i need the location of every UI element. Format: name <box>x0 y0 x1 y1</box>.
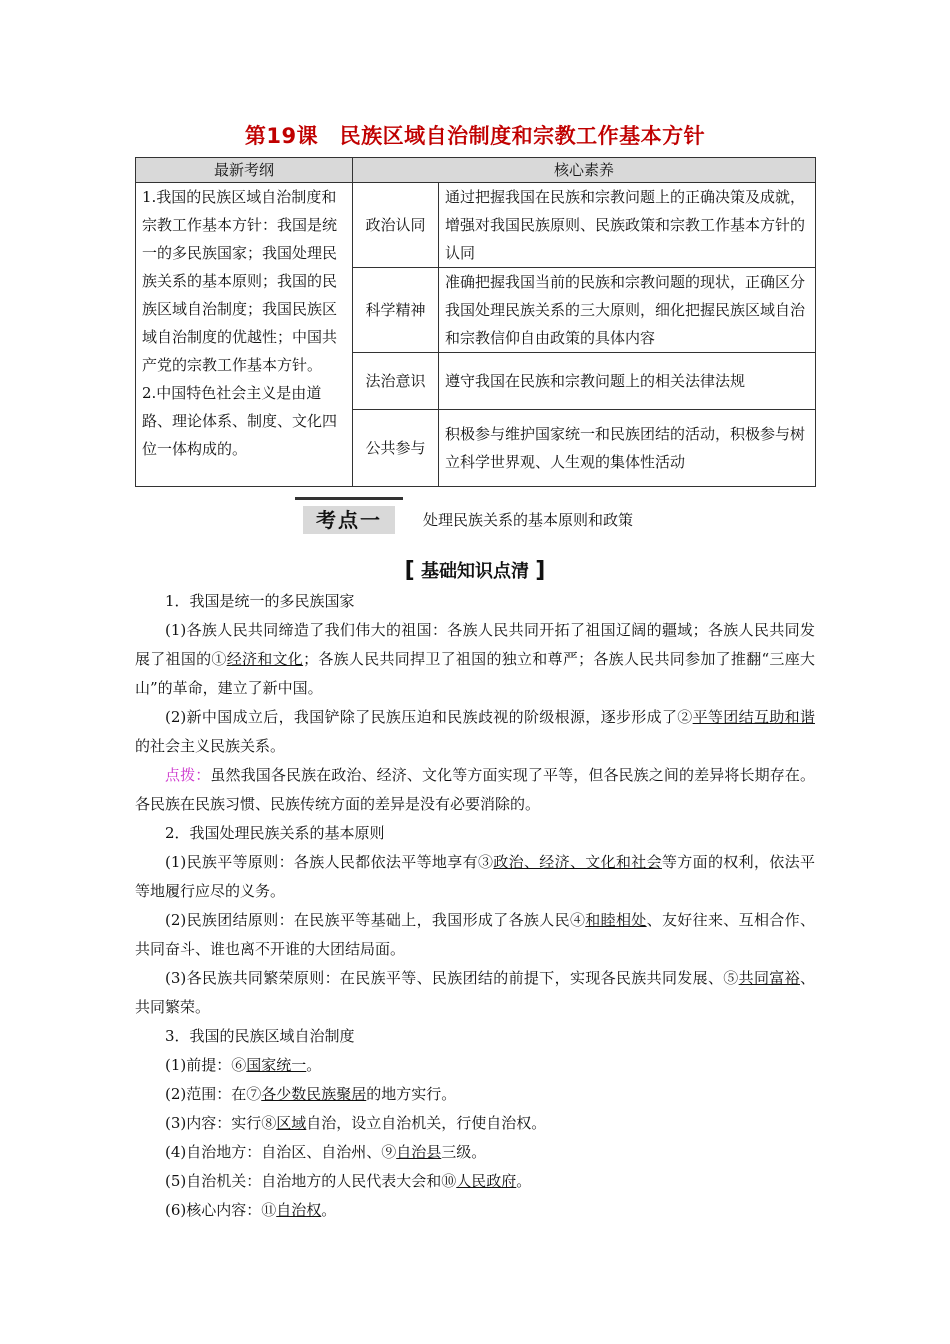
table-header-competency: 核心素养 <box>353 158 816 183</box>
competency-category: 公共参与 <box>353 410 439 487</box>
answer-blank: 区域 <box>276 1114 307 1132</box>
paragraph: (3)各民族共同繁荣原则：在民族平等、民族团结的前提下，实现各民族共同发展、⑤共同富裕、共同繁荣。 <box>135 969 815 1016</box>
answer-blank: 政治、经济、文化和社会 <box>493 853 662 871</box>
basic-knowledge-label: 基础知识点清 <box>421 561 529 582</box>
list-item: (6)核心内容：⑪自治权。 <box>165 1201 337 1219</box>
paragraph: (1)民族平等原则：各族人民都依法平等地享有③政治、经济、文化和社会等方面的权利，依法平等地履行应尽的义务。 <box>135 853 815 900</box>
paragraph: (1)各族人民共同缔造了我们伟大的祖国：各族人民共同开拓了祖国辽阔的疆域；各族人民共同发展了祖国的①经济和文化；各族人民共同捍卫了祖国的独立和尊严；各族人民共同参加了推翻“三座大山”的革命，建立了新中国。 <box>135 621 815 697</box>
answer-blank: 自治县 <box>396 1143 442 1161</box>
competency-category: 科学精神 <box>353 268 439 353</box>
kaodian-heading <box>295 497 815 537</box>
hint-label: 点拨： <box>165 766 211 784</box>
paragraph: (2)民族团结原则：在民族平等基础上，我国形成了各族人民④和睦相处、友好往来、互相合作、共同奋斗、谁也离不开谁的大团结局面。 <box>135 911 815 958</box>
answer-blank: 经济和文化 <box>226 650 304 668</box>
kaodian-label: 考点一 <box>303 506 395 534</box>
section-title: 3．我国的民族区域自治制度 <box>165 1027 355 1045</box>
paragraph: (2)新中国成立后，我国铲除了民族压迫和民族歧视的阶级根源，逐步形成了②平等团结互助和谐的社会主义民族关系。 <box>135 708 815 755</box>
body-text <box>135 587 815 1225</box>
outline-cell <box>136 183 353 487</box>
answer-blank: 和睦相处 <box>585 911 647 929</box>
list-item: (1)前提：⑥国家统一。 <box>165 1056 322 1074</box>
answer-blank: 国家统一 <box>246 1056 307 1074</box>
section-title: 2．我国处理民族关系的基本原则 <box>165 824 385 842</box>
kaodian-bar <box>295 497 403 500</box>
list-item: (4)自治地方：自治区、自治州、⑨自治县三级。 <box>165 1143 487 1161</box>
kaodian-title: 处理民族关系的基本原则和政策 <box>423 511 634 529</box>
answer-blank: 平等团结互助和谐 <box>692 708 815 726</box>
table-header-outline: 最新考纲 <box>136 158 353 183</box>
competency-category: 法治意识 <box>353 353 439 410</box>
competency-content: 准确把握我国当前的民族和宗教问题的现状，正确区分我国处理民族关系的三大原则，细化把握民族区域自治和宗教信仰自由政策的具体内容 <box>439 268 816 353</box>
bracket-close: ] <box>535 558 546 583</box>
competency-category: 政治认同 <box>353 183 439 268</box>
competency-content: 遵守我国在民族和宗教问题上的相关法律法规 <box>439 353 816 410</box>
competency-content: 通过把握我国在民族和宗教问题上的正确决策及成就，增强对我国民族原则、民族政策和宗教工作基本方针的认同 <box>439 183 816 268</box>
answer-blank: 各少数民族聚居 <box>261 1085 367 1103</box>
competency-content: 积极参与维护国家统一和民族团结的活动，积极参与树立科学世界观、人生观的集体性活动 <box>439 410 816 487</box>
list-item: (3)内容：实行⑧区域自治，设立自治机关，行使自治权。 <box>165 1114 547 1132</box>
answer-blank: 自治权 <box>276 1201 322 1219</box>
outline-item-2: 2.中国特色社会主义是由道路、理论体系、制度、文化四位一体构成的。 <box>142 384 338 458</box>
curriculum-table <box>135 157 816 487</box>
answer-blank: 人民政府 <box>456 1172 517 1190</box>
outline-item-1: 1.我国的民族区域自治制度和宗教工作基本方针：我国是统一的多民族国家；我国处理民族关系的基本原则；我国的民族区域自治制度；我国民族区域自治制度的优越性；中国共产党的宗教工作基本方针。 <box>142 188 338 374</box>
hint-paragraph: 点拨：虽然我国各民族在政治、经济、文化等方面实现了平等，但各民族之间的差异将长期存在。各民族在民族习惯、民族传统方面的差异是没有必要消除的。 <box>135 766 815 813</box>
page-title: 第19课 民族区域自治制度和宗教工作基本方针 <box>244 124 706 148</box>
list-item: (5)自治机关：自治地方的人民代表大会和⑩人民政府。 <box>165 1172 532 1190</box>
list-item: (2)范围：在⑦各少数民族聚居的地方实行。 <box>165 1085 457 1103</box>
section-title: 1．我国是统一的多民族国家 <box>165 592 355 610</box>
answer-blank: 共同富裕 <box>738 969 800 987</box>
basic-knowledge-heading <box>0 557 950 583</box>
bracket-open: [ <box>404 558 415 583</box>
